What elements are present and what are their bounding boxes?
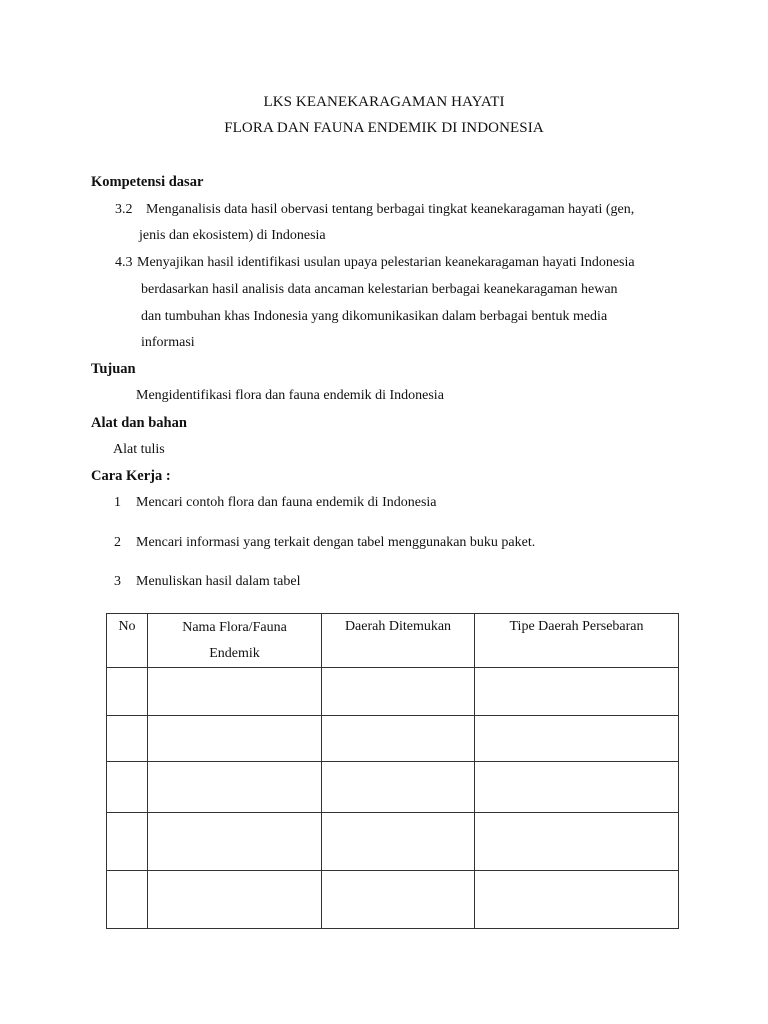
table-cell[interactable] [475,813,679,871]
header-nama-line-1: Nama Flora/Fauna [182,620,287,635]
alat-heading: Alat dan bahan [91,415,187,431]
table-cell[interactable] [148,716,322,762]
step-3-text: Menuliskan hasil dalam tabel [136,574,301,589]
table-cell[interactable] [475,716,679,762]
alat-text: Alat tulis [113,442,165,457]
table-cell[interactable] [322,716,475,762]
table-header-row [107,614,679,668]
tujuan-text: Mengidentifikasi flora dan fauna endemik di Indonesia [136,388,444,403]
step-1-text: Mencari contoh flora dan fauna endemik di Indonesia [136,495,437,510]
kompetensi-item-2-line-3: dan tumbuhan khas Indonesia yang dikomunikasikan dalam berbagai bentuk media [141,309,608,324]
title-line-2: FLORA DAN FAUNA ENDEMIK DI INDONESIA [224,120,544,136]
table-cell[interactable] [322,668,475,716]
table-cell[interactable] [107,762,148,813]
step-1-number: 1 [114,495,121,510]
table-row [107,813,679,871]
header-nama [148,614,322,668]
step-3-number: 3 [114,574,121,589]
table-cell[interactable] [475,762,679,813]
header-tipe: Tipe Daerah Persebaran [475,614,679,668]
table-cell[interactable] [107,668,148,716]
table-cell[interactable] [107,813,148,871]
tujuan-heading: Tujuan [91,361,136,377]
kompetensi-item-1-line-1: Menganalisis data hasil obervasi tentang berbagai tingkat keanekaragaman hayati (gen, [146,202,635,217]
kompetensi-item-1-number: 3.2 [115,202,133,217]
kompetensi-heading: Kompetensi dasar [91,174,204,190]
table-cell[interactable] [148,813,322,871]
step-2-number: 2 [114,535,121,550]
title-line-1: LKS KEANEKARAGAMAN HAYATI [263,94,505,110]
cara-kerja-heading: Cara Kerja : [91,468,171,484]
step-2-text: Mencari informasi yang terkait dengan tabel menggunakan buku paket. [136,535,536,550]
table-cell[interactable] [148,871,322,929]
kompetensi-item-2-number: 4.3 [115,255,133,270]
result-table [106,613,679,929]
table-row [107,716,679,762]
table-cell[interactable] [322,813,475,871]
kompetensi-item-2-line-2: berdasarkan hasil analisis data ancaman kelestarian berbagai keanekaragaman hewan [141,282,618,297]
table-row [107,762,679,813]
table-cell[interactable] [322,871,475,929]
kompetensi-item-1-line-2: jenis dan ekosistem) di Indonesia [139,228,326,243]
table-row [107,668,679,716]
header-nama-line-2: Endemik [209,646,260,661]
table-cell[interactable] [322,762,475,813]
table-cell[interactable] [475,668,679,716]
kompetensi-item-2-line-4: informasi [141,335,195,350]
table-cell[interactable] [148,762,322,813]
table-cell[interactable] [107,716,148,762]
table-cell[interactable] [148,668,322,716]
header-no: No [107,614,148,668]
header-daerah: Daerah Ditemukan [322,614,475,668]
kompetensi-item-2-line-1: Menyajikan hasil identifikasi usulan upaya pelestarian keanekaragaman hayati Indonesia [137,255,635,270]
table-cell[interactable] [107,871,148,929]
table-cell[interactable] [475,871,679,929]
table-row [107,871,679,929]
